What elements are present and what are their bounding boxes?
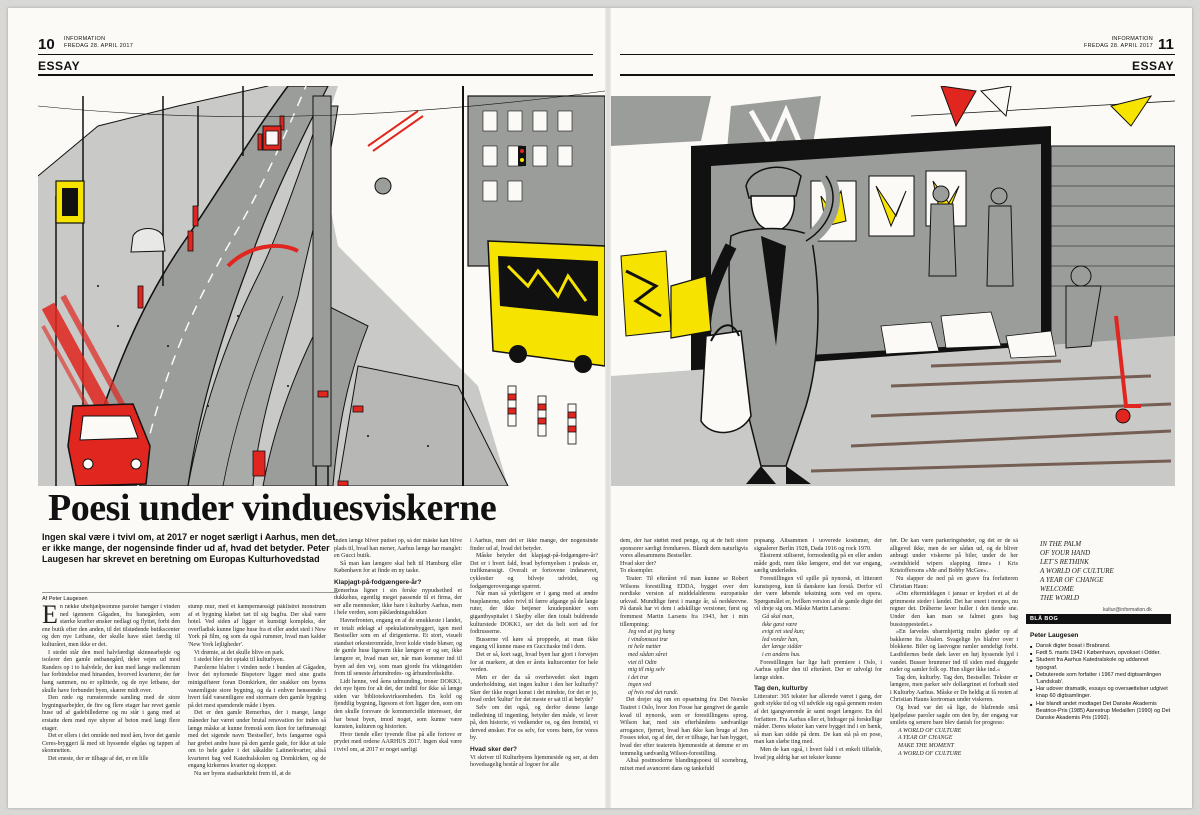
body-column-1 [42, 604, 180, 804]
verse-line: ingen ved [628, 682, 652, 689]
verse-line: i en andens hus. [762, 651, 801, 658]
byline-rule [42, 592, 338, 593]
pedestrian-street-drawing [611, 86, 1175, 486]
verse-line: Gå skal man, [762, 613, 794, 620]
left-section-label: ESSAY [38, 59, 81, 73]
left-section-rule [38, 74, 593, 76]
bio-box [1026, 614, 1171, 722]
left-page-date: FREDAG 28. APRIL 2017 [64, 43, 134, 49]
poem-line: IN THE PALM [1040, 540, 1082, 548]
subheading: Tag den, kulturby [754, 685, 808, 693]
article-standfirst: Ingen skal være i tvivl om, at 2017 er noget særligt i Aarhus, men det er ikke mange, der nogensinde finder ud af, hvad det betyder. Peter Laugesen har skrevet en beretning om Europas Kulturhovedstad [42, 532, 336, 564]
paragraph: n række ubehjælpsomme paroler hænger i vinden ned igennem Gågaden, fra banegården, som stærke kræfter ønsker nedlagt og flyttet, forbi den ene butik efter den anden, til det tilstødende butikscenter og den nye Letbane, der skulle have stået færdig til kulturåret, men ikke er det. [42, 604, 180, 648]
bio-item: ■ Dansk digter bosat i Brabrand. [1030, 643, 1171, 650]
paragraph: Havnefronten, engang en af de smukkeste i landet, er totalt ødelagt af spekulationsbyggeri, igen med Bestseller som en af dirigenterne. Et stort, visuelt standset orkesterområde, hvor kolde vinde blæser, og de gamle huse ligesom ikke længere er og ser, ikke længere er, hvad man ser, når man kommer ind til byen ad den vej, som man gjorde fra vikingetiden frem til seneste århundredes- og århundredsskifte. [334, 617, 462, 678]
verse-line: med sådan såret [628, 651, 668, 658]
paragraph: Det er så, kort sagt, hvad byen har gjort i forvejen for at markere, at den er årets kulturcenter for hele verden. [470, 651, 598, 674]
paragraph: Litteratur: 365 tekster har allerede været i gang, der godt stykke tid og vil udvikle sig også gennem resten af det igangværende år samt noget længere. En del forfattere. Fra Aarhus eller et, bidrager på forskellige måder. Deres tekster kan være bygget ind i en bænk, så man kan sidde på dem. De kan stå på en pose, man kan slæbe ting med. [754, 693, 882, 746]
article-byline: Af Peter Laugesen [42, 596, 88, 602]
paragraph: Når man så yderligere er i gang med at ændre busplanerne, uden tvivl til færre afgange på de lange ruter, der ikke betjener knudepunkter som gigantbyspitalet i Skejby eller den totalt buldrende kulturstede DOKK1, ser det da helt sort ud for fodtrusserne. [470, 591, 598, 636]
paragraph: Det eneste, der er tilbage af det, er en lille [48, 755, 149, 762]
paragraph: Vi skriver til Kulturbyens hjemmeside og ser, at den hovedsagelig består af logoer for alle [470, 754, 598, 769]
paragraph: Remerhus ligner i sin ferske nypudsethed et dukkehus, egentlig meget passende til et firma, der ser alle mennesker, ikke bare i kulturby Aarhus, men i hele verden, som påklædningsdukker. [334, 587, 462, 617]
paragraph: dem, der har støttet med penge, og at de helt store sponsorer særligt fremhæves. Blandt dem naturligvis vores allesammens Bestseller. [620, 538, 748, 560]
bio-item: ■ Debuterede som forfatter i 1967 med digtsamlingen 'Landskab'. [1030, 672, 1171, 686]
paragraph: Tag den, kulturby. Tag den, Bestseller. Tekster er længere, men parker selv dollargrinet et forbudt sted i Kulturby Aarhus. Måske er De heldig at få resten af Christian Hauns kortroman under viskeren. [890, 674, 1018, 704]
verse-line: der længe sidder [762, 644, 803, 651]
bio-item: ■ Født 5. marts 1942 i København, opvokset i Odder. [1030, 650, 1171, 657]
paragraph: Teater: Til efteråret vil man kunne se Robert Wilsons forestilling EDDA, bygget over den nordiske version af middelalderens europæiske urkvad. Mundtlige først i mange år, så nedskrevne. På dansk har vi dem i adskillige versioner, først og fremmest Martin Larsens fra 1943, her i min tillempning: [620, 575, 748, 628]
right-paper-name: INFORMATION [1111, 36, 1153, 42]
paragraph: Forestillingen har lige haft premiere i Oslo, i Aarhus spiller den til efteråret. Der er udvolgt for længe siden. [754, 659, 882, 681]
paragraph: Busserne vil køre så proppede, at man ikke engang vil kunne mase en Guccitaske ind i dem. [470, 636, 598, 651]
verse-line: A WORLD OF CULTURE [898, 750, 962, 757]
paragraph: inden længe bliver pudset op, så der måske kan blive plads til, hvad han mener, Aarhus længe har manglet: en Gucci butik. [334, 538, 462, 560]
left-street-illustration [38, 86, 605, 486]
verse-line: i vindomsust træ [628, 636, 668, 643]
paragraph: Og hvad var det så lige, de blafrende små hjælpeløse paroler sagde om den by, der engang var smilets og senere bare blev danish for progress: [890, 705, 1018, 727]
bio-title: BLÅ BOG [1026, 614, 1171, 624]
paragraph: Forestillingen vil spille på nynorsk, et litterært kunstsprog, kun få danskere kan forstå. Derfor vil der være løbende tekstning som ved en opera. Spørgsmålet er, hvilken version af de gamle digte det vil dreje sig om. Måske Martin Larsens: [754, 575, 882, 613]
article-headline: Poesi under vinduesviskerne [48, 487, 497, 529]
paragraph: To eksempler. [620, 568, 654, 575]
poem-line: LET´S RETHINK [1040, 558, 1089, 566]
paragraph: Ekstremt stiliseret, formodentlig på en eller anden måde godt, men ikke længere, end det var engang, særlig underledes. [754, 553, 882, 575]
bio-item: ■ Har blandt andet modtaget Det Danske Akademis Beatrice-Pris (1985) Aarestrup Medaillen (1990) og Det Danske Akademis Pris (1992). [1030, 701, 1171, 723]
left-page-masthead [64, 36, 133, 50]
bio-list [1026, 643, 1171, 722]
paragraph: Så man kan længere skal helt til Hamburg eller København for at finde en ny taske. [334, 560, 462, 575]
paragraph: popsang. Altsammen i uoverede kostumer, der signalerer Berlin 1928, Dada 1916 og rock 1970. [754, 538, 882, 552]
bio-name: Peter Laugesen [1030, 632, 1079, 639]
left-header-rule [38, 54, 593, 55]
verse-line: ikke gæst være [762, 621, 798, 628]
body-column-3 [334, 538, 462, 804]
poem-line: THE WORLD [1040, 594, 1080, 602]
verse-line: viet til Odin [628, 659, 657, 666]
paragraph: Nu slapper de ned på en grave fra forfatteren Christian Haun: [890, 575, 1018, 590]
subheading: Klapjagt-på-fodgængere-år? [334, 578, 422, 586]
paragraph: Men er der da så overhovedet sket ingen underholdning, siet ingen kultur i den her kulturby? Sker der ikke noget kunst i det mindste, for det er jo, hvad ordet 'kultur' for det meste er sat til at betyde? [470, 674, 598, 704]
paragraph: stump mur, med et kæmpemæssigt påklistret monstrum af et bygning klæbet tæt til sig bagfra. Der skal være hotel. Ved siden af ligger et kunstigt kompleks, der overfladisk kunne ligne huse fra et eller andet sted i New York på film, og som da også rummer, hvad man kalder 'New York lejligheder'. [188, 604, 326, 648]
poem-line: A YEAR OF CHANGE [1040, 576, 1104, 584]
paragraph: »En farveløs ubarmhjertig mulm gløder op af bakkerne fra Åbalen. Svagelige lys blafrer over i blokkene. Biler og lastvogne ramler uendeligt forbi. Lastbilernes bede dæk laver en høj hyssende lyd i vandet. Busser brummer ind til siden med duggede ruder og samler folk op. Hun sliger ikke ind.« [890, 629, 1018, 674]
poem-line: A WORLD OF CULTURE [1040, 567, 1114, 575]
spread-gutter [605, 8, 611, 808]
bio-item: ■ Har udover dramatik, essays og oversættelser udgivet knap 60 digtsamlinger. [1030, 686, 1171, 700]
verse-line: A YEAR OF CHANGE [898, 735, 953, 742]
poem-line: WELCOME [1040, 585, 1074, 593]
paragraph: i Aarhus, men det er ikke mange, der nogensinde finder ud af, hvad det betyder. [470, 538, 598, 552]
side-poem [1040, 540, 1114, 603]
paragraph: Men de kan også, i hvert fald i et enkelt tilfælde, hvad jeg aldrig har set tekster kunne [754, 747, 882, 761]
right-page-date: FREDAG 28. APRIL 2017 [1083, 43, 1153, 49]
paragraph: Lidt henne, ved åens udmunding, troner DOKK1, det nye hjem for alt det, der indtil for ikke så længe siden var biblioteksvirksomheden. En kold og fjendtlig bygning, ligesom et fort ligger den, som om den skulle forsvare de kommercielle interesser, der har besat byen, imod noget, som kunne være kunsten, kulturen og historien. [334, 678, 462, 731]
subheading: Hvad sker der? [470, 746, 517, 754]
paragraph: Hvor tiende eller tyvende flise på alle fortove er prydet med ordene AARHUS 2017. Ingen skal være i tvivl om, at 2017 er noget særligt [334, 731, 462, 754]
verse-line: A WORLD OF CULTURE [898, 727, 962, 734]
paragraph: før. De kan være parkeringsbøder, og det er de så alligevel ikke, men de ser sådan ud, og de bliver anbragt under viskerne på biler, under de her »windshield wipers slapping time« i Kris Kristoffersons »Me and Bobby McGee«. [890, 538, 1018, 575]
paragraph: Nu ser byens stadsarkitekt frem til, at de [194, 771, 291, 778]
paragraph: Altså postmoderne blandingspoesi til scenebrug, mixet med avanceret dans og tankefuld [620, 758, 748, 772]
verse-line: ni hele nætter [628, 644, 661, 651]
newspaper-spread [8, 8, 1192, 808]
body-column-6 [754, 538, 882, 804]
paragraph: I stedet blev det optakt til kulturbyen. [194, 657, 285, 664]
left-paper-name: INFORMATION [64, 36, 106, 42]
right-page-number: 11 [1158, 36, 1174, 53]
right-page-masthead [1073, 36, 1153, 50]
paragraph: Måske betyder det klapjagt-på-fodgængere-år? Det er i hvert fald, hvad byfornyelsen i praksis er, trafikmæssigt. Overalt er fortovene indsnævret, cyklestier og bilveje udvidet, og fodgængerovergange spærret. [470, 553, 598, 590]
paragraph: Det er ellers i det område ned mod åen, hvor det gamle Ceres-bryggeri lå med sit hyssende elgdas og tappen af skomnetten. [42, 733, 180, 755]
paragraph: Selv om det også, og derfor denne lange indledning til ingenting, betyder den måde, vi lever på, den historie, vi vedkender os, og den fremtid, vi derved ønsker. For os selv, for vores børn, for vores by. [470, 705, 598, 742]
paragraph: Parolerne blafrer i vinden nede i bunden af Gågaden, hvor det nyfornede Bispetorv ligger med sine gratis miniguiftører foran Domkirken, der snakker om byens vanemligste store bygning, og da i enhver henseende i hvert fald væsentligere end stormare den gamle bygning på det mest spændende måde i byen. [188, 664, 326, 709]
paragraph: Hvad sker der? [620, 560, 657, 567]
verse-line: i det træ [628, 674, 649, 681]
left-page-number: 10 [38, 36, 55, 53]
verse-line: led vorder han, [762, 636, 799, 643]
verse-line: MAKE THE MOMENT [898, 743, 954, 750]
right-street-illustration [611, 86, 1175, 486]
street-traffic-drawing [38, 86, 605, 486]
paragraph: I stedet står den med halvfærdigt skinnearbejde og isolerer den gamle østbanegård, deler vejen ud mod Randers op i to halvdele, der kun med lange mellemrum har forbindelse med hinanden, hvorved kvarterer, der før hang sammen, nu er splittede, og de nye letbane, der skulle have forbundet byen, skærer midt over. [42, 649, 180, 694]
paragraph: Den røde og rumsterende samling med de store bygningsarbejder, de fire og flere etager har revet gamle huse ud af gadebillederne og nu står i gang med at erstatte dem med nye uhyrer af beton med langt flere etager. [42, 695, 180, 732]
body-column-4 [470, 538, 598, 804]
right-section-rule [620, 74, 1175, 76]
bio-item: ■ Student fra Aarhus Katedralskole og uddannet typograf. [1030, 657, 1171, 671]
body-column-2 [188, 604, 326, 804]
paragraph: Det drejer sig om en opsætning fra Det Norske Teatret i Oslo, hvor Jon Fosse har gengivet de gamle kvad til nynorsk, som er forestillingens sprog. Wilson har, med sin efterhåndens sædvanlige arrogance, fjernet, hvad han ikke kan bruge af Jon Fosses tekst, og af det, der er tilbage, har han bygget, hvad der efter teaterets hjemmeside at dømme er en temmelig sædvanlig Wilson-forestilling. [620, 697, 748, 757]
contact-email: kultur@information.dk [1103, 607, 1152, 613]
right-section-label: ESSAY [1132, 59, 1175, 73]
paragraph: »Om eftermiddagen i januar er krydset et af de grimmeste steder i landet. Det har sneet i morges, nu regner det. Dråberne laver huller i den tiende sne. Under den kan man se falmet græs bag busstoppestedet.« [890, 591, 1018, 628]
paragraph: Det er den gamle Remerhus, der i mange, lange måneder har været under brutal renovation for inden så længe måske at kunne fremstå som ikon for tæftmæssigt med det sigende navn 'Bestseller', hvis fangarme også har grebet andre huse på den gamle gade, for ikke at tale om to hele gader i det såkaldte Latinerkvarter, altså kvarteret bag ved Katedralskolen og Domkirken, og de engang kirkernes kvarter og skopper. [188, 710, 326, 770]
verse-line: af hvis rod det rundt. [628, 689, 679, 696]
verse-line: mig til mig selv [628, 667, 665, 674]
paragraph: Vi drømte, at det skulle blive en park. [194, 649, 285, 656]
drop-cap: E [42, 604, 58, 629]
verse-line: evigt ret sted kun; [762, 629, 805, 636]
poem-line: OF YOUR HAND [1040, 549, 1091, 557]
verse-line: Jeg ved at jeg hang [628, 629, 675, 636]
body-column-7 [890, 538, 1018, 804]
body-column-5 [620, 538, 748, 804]
right-header-rule [620, 54, 1175, 55]
